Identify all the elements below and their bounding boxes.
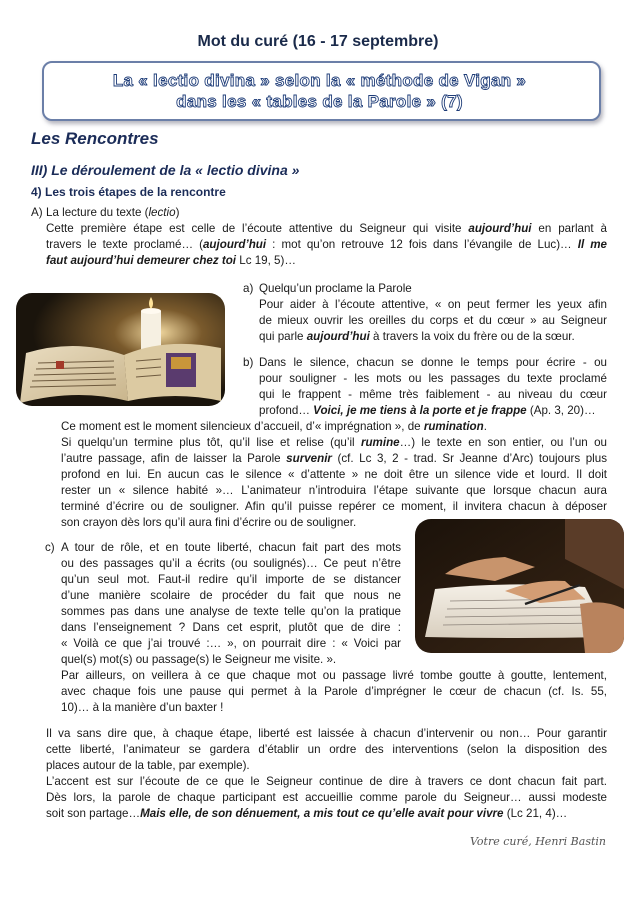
step-a-b-line-1: Dans le silence, chacun se donne le temps pour écrire - ou: [259, 356, 607, 369]
middle-line-7: son crayon dès lors qu’il aura fini d’écrire ou de souligner.: [61, 516, 357, 529]
section-heading: Les Rencontres: [31, 129, 159, 148]
step-a-line-1: Cette première étape est celle de l’écoute attentive du Seigneur qui visite aujourd’hui en parlant à: [46, 222, 607, 235]
subtitle-line-2: dans les « tables de la Parole » (7): [176, 92, 463, 111]
step-c-line-5: sommes pas dans une analyse de texte telle qu’on la pratique: [61, 605, 401, 618]
step-a-b-line-4: profond… Voici, je me tiens à la porte et je frappe (Ap. 3, 20)…: [259, 404, 596, 417]
step-a-b-marker: b): [243, 356, 254, 369]
subtitle-box: [42, 61, 601, 121]
step-c-line-7: « Voilà ce que j’ai trouvé :… », on pourrait dire : « Voici par: [61, 637, 401, 650]
closing-line-4: L’accent est sur l’écoute de ce que le Seigneur continue de dire à travers ce dont chacun fait part.: [46, 775, 607, 788]
step-c-line-6: dans l’enseignement ? Dans cet esprit, plutôt que de dire :: [61, 621, 401, 634]
chapter-heading: III) Le déroulement de la « lectio divina »: [31, 162, 300, 178]
open-book-candle-image: [16, 293, 225, 406]
closing-line-3: places autour de la table, par exemple).: [46, 759, 250, 772]
step-a-marker: A): [31, 206, 43, 219]
closing-line-5: Dès lors, la parole de chaque participant est accueillie comme parole du Seigneur… aussi modeste: [46, 791, 607, 804]
step-c-line-2: ou des passages qu’il a écrits (ou soulignés)… Ce peut n’être: [61, 557, 401, 570]
middle-line-4: profond en lui. En aucun cas le silence « d’attente » ne doit être un silence vide et lourd. Il doit: [61, 468, 607, 481]
step-a-b-line-3: qui le frappent - même très faiblement - au niveau du cœur: [259, 388, 607, 401]
step-c-line-11: 10)… à la manière d’un baxter !: [61, 701, 224, 714]
step-a-b-line-2: pour souligner - les mots ou les passages du texte proclamé: [259, 372, 607, 385]
step-c-line-4: d’une manière scolaire de procéder du fait que nous ne: [61, 589, 401, 602]
step-c-line-3: qu’un seul mot. Faut-il redire qu’il importe de se distancer: [61, 573, 401, 586]
step-a-a-marker: a): [243, 282, 254, 295]
closing-line-2: cette liberté, l’animateur se gardera d’établir un ordre des interventions (selon la disposition des: [46, 743, 607, 756]
step-a-line-3: faut aujourd’hui demeurer chez toi Lc 19, 5)…: [46, 254, 296, 267]
closing-line-1: Il va sans dire que, à chaque étape, liberté est laissée à chacun d’intervenir ou non… Pour garantir: [46, 727, 607, 740]
step-c-line-8: quel(s) mot(s) ou passage(s) le Seigneur me visite. ».: [61, 653, 337, 666]
middle-line-5: rester un « silence habité »… L’animateur n’introduira l’étape suivante que lorsque chacun aura: [61, 484, 607, 497]
step-a-a-line-3: qui parle aujourd’hui à travers la voix du frère ou de la sœur.: [259, 330, 575, 343]
step-c-line-10: avec chaque fois une pause qui permet à la Parole d’imprégner le cœur de chacun (cf. Is. 55,: [61, 685, 607, 698]
step-c-line-9: Par ailleurs, on veillera à ce que chaque mot ou passage livré tombe goutte à goutte, lentement,: [61, 669, 607, 682]
step-a-line-2: travers le texte proclamé… (aujourd’hui : mot qu’on retrouve 12 fois dans l’évangile de Luc)… Il me: [46, 238, 607, 251]
step-c-marker: c): [45, 541, 55, 554]
middle-line-1: Ce moment est le moment silencieux d’accueil, d’« imprégnation », de rumination.: [61, 420, 487, 433]
step-a-a-line-1: Pour aider à l’écoute attentive, « on peut fermer les yeux afin: [259, 298, 607, 311]
page-title: Mot du curé (16 - 17 septembre): [197, 33, 439, 50]
middle-line-3: l’autre passage, afin de laisser la Parole survenir (cf. Lc 3, 2 - trad. Sr Jeanne d’Arc) toujours plus: [61, 452, 608, 465]
step-a-a-line-2: de mieux ouvrir les oreilles du corps et du cœur » au Seigneur: [259, 314, 607, 327]
middle-line-6: terminé d’écrire ou de souligner. Afin qu’il puisse repérer ce moment, il invitera chacun à déposer: [61, 500, 607, 513]
step-c-line-1: A tour de rôle, et en toute liberté, chacun fait part des mots: [61, 541, 401, 554]
hands-writing-image: [415, 519, 624, 653]
subsection-heading: 4) Les trois étapes de la rencontre: [31, 185, 226, 199]
signature: Votre curé, Henri Bastin: [469, 835, 606, 848]
step-a-title: La lecture du texte (lectio): [46, 206, 180, 219]
closing-line-6: soit son partage…Mais elle, de son dénuement, a mis tout ce qu’elle avait pour vivre (Lc 21, 4)…: [46, 807, 568, 820]
middle-line-2: Si quelqu’un termine plus tôt, qu’il lise et relise (qu’il rumine…) le texte en son entier, ou l’un ou: [61, 436, 607, 449]
subtitle-line-1: La « lectio divina » selon la « méthode de Vigan »: [112, 71, 527, 90]
step-a-a-title: Quelqu’un proclame la Parole: [259, 282, 412, 295]
